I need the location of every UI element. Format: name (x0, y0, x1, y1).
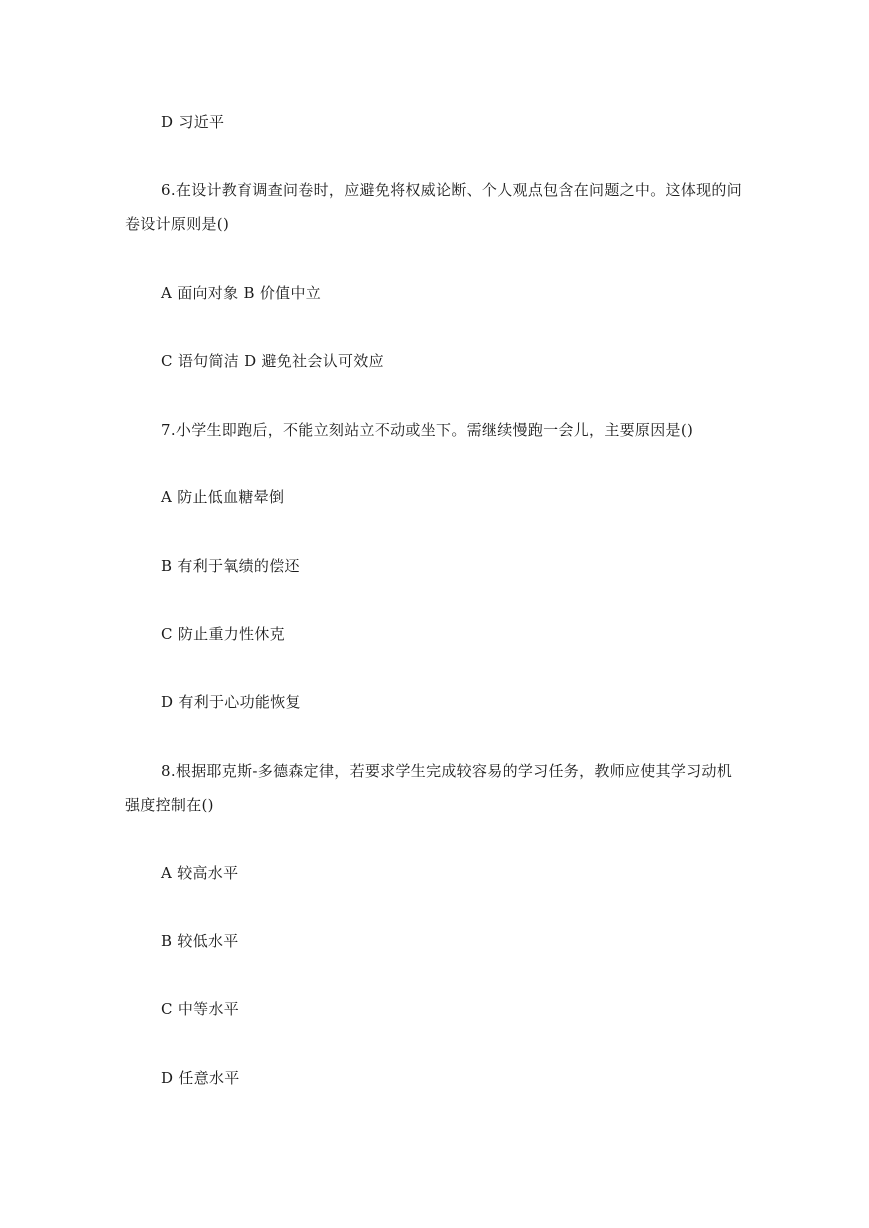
q6-options-ab: A 面向对象 B 价值中立 (161, 284, 322, 302)
q6-options-cd: C 语句简洁 D 避免社会认可效应 (161, 352, 384, 370)
q6-stem-line2: 卷设计原则是() (125, 215, 230, 233)
q8-stem-line1: 8.根据耶克斯-多德森定律，若要求学生完成较容易的学习任务，教师应使其学习动机 (161, 762, 733, 780)
q8-option-b: B 较低水平 (161, 932, 239, 950)
q7-option-c: C 防止重力性休克 (161, 625, 285, 643)
q7-option-a: A 防止低血糖晕倒 (161, 488, 285, 506)
q7-option-b: B 有利于氧绩的偿还 (161, 557, 300, 575)
q7-stem: 7.小学生即跑后，不能立刻站立不动或坐下。需继续慢跑一会儿，主要原因是() (161, 421, 694, 439)
q7-option-d: D 有利于心功能恢复 (161, 693, 301, 711)
q6-stem-line1: 6.在设计教育调查问卷时，应避免将权威论断、个人观点包含在问题之中。这体现的问 (161, 181, 743, 199)
q8-option-d: D 任意水平 (161, 1069, 240, 1087)
q8-stem-line2: 强度控制在() (125, 796, 214, 814)
q8-option-a: A 较高水平 (161, 864, 239, 882)
q8-option-c: C 中等水平 (161, 1000, 240, 1018)
q5-option-d: D 习近平 (161, 113, 225, 131)
